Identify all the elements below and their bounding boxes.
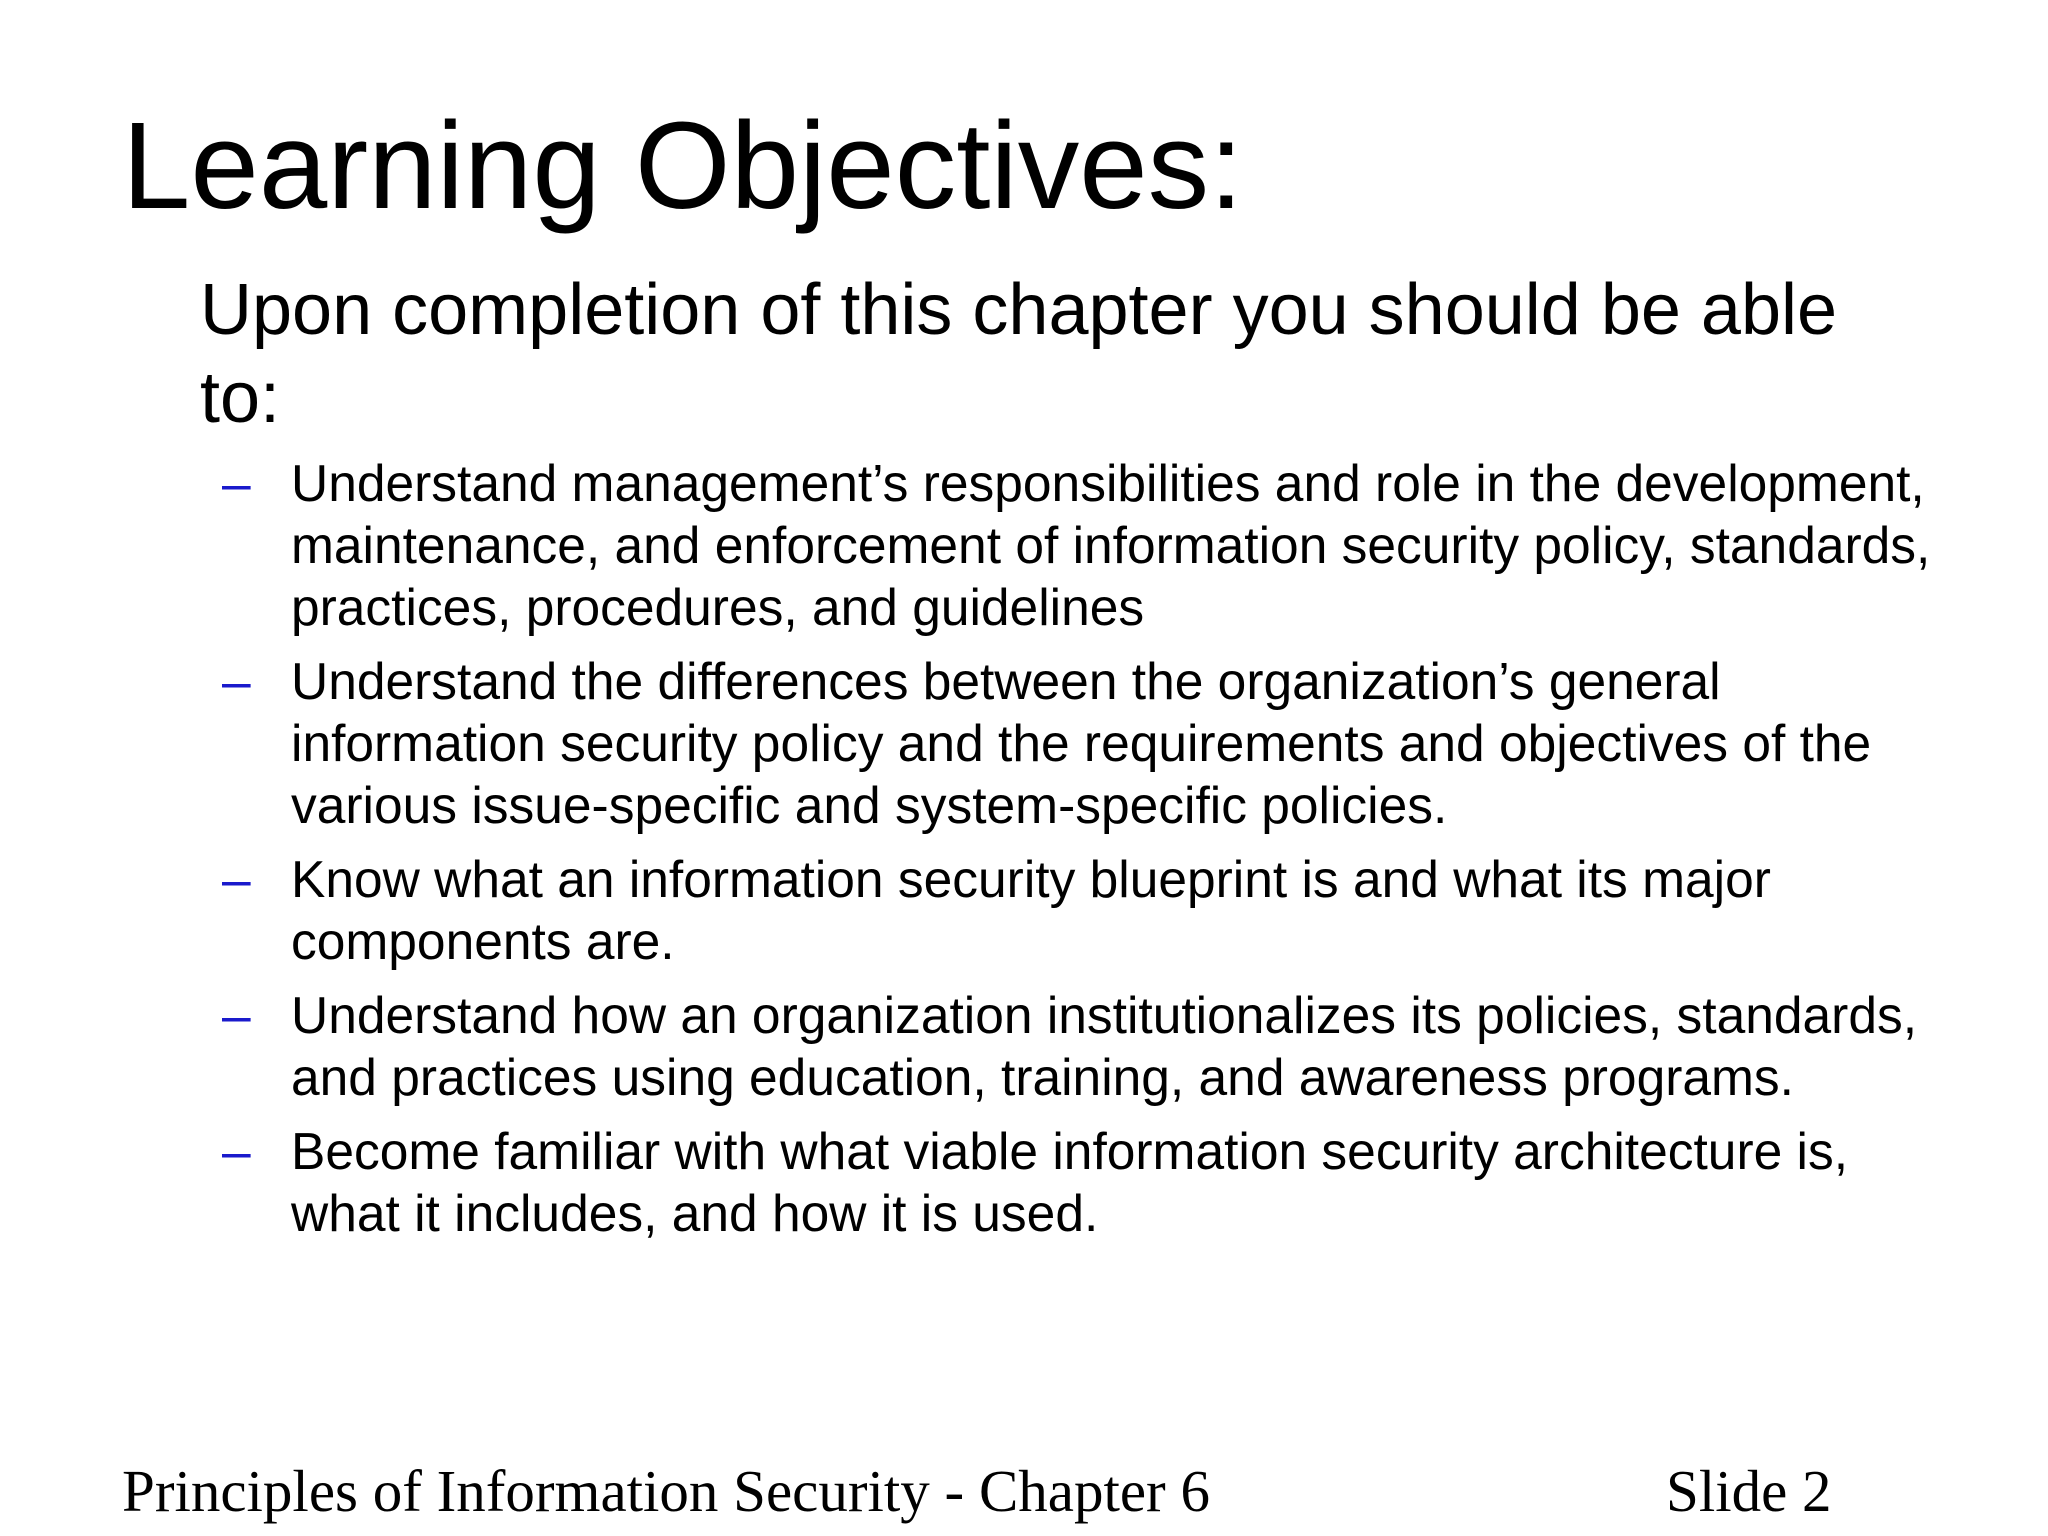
objective-item	[222, 1120, 1942, 1244]
slide-title: Learning Objectives:	[122, 98, 1244, 235]
objective-item	[222, 452, 1942, 638]
objective-text: Understand the differences between the organization’s general information security policy and the requirements and objectives of the various issue-specific and system-specific policies.	[291, 652, 1872, 834]
objective-text: Know what an information security blueprint is and what its major components are.	[291, 850, 1771, 970]
objective-text: Understand management’s responsibilities and role in the development, maintenance, and enforcement of information security policy, standards, practices, procedures, and guidelines	[291, 454, 1931, 636]
footer-slide-number: Slide 2	[1666, 1458, 1832, 1524]
dash-bullet-icon: –	[222, 1122, 251, 1180]
dash-bullet-icon: –	[222, 850, 251, 908]
objective-item	[222, 848, 1942, 972]
objective-item	[222, 650, 1942, 836]
dash-bullet-icon: –	[222, 986, 251, 1044]
dash-bullet-icon: –	[222, 454, 251, 512]
footer-course-title: Principles of Information Security - Chapter 6	[122, 1458, 1210, 1524]
dash-bullet-icon: –	[222, 652, 251, 710]
slide-intro: Upon completion of this chapter you should be able to:	[200, 270, 1838, 438]
objectives-list	[222, 452, 1942, 1256]
objective-text: Become familiar with what viable information security architecture is, what it includes, and how it is used.	[291, 1122, 1849, 1242]
objective-item	[222, 984, 1942, 1108]
objective-text: Understand how an organization institutionalizes its policies, standards, and practices using education, training, and awareness programs.	[291, 986, 1918, 1106]
